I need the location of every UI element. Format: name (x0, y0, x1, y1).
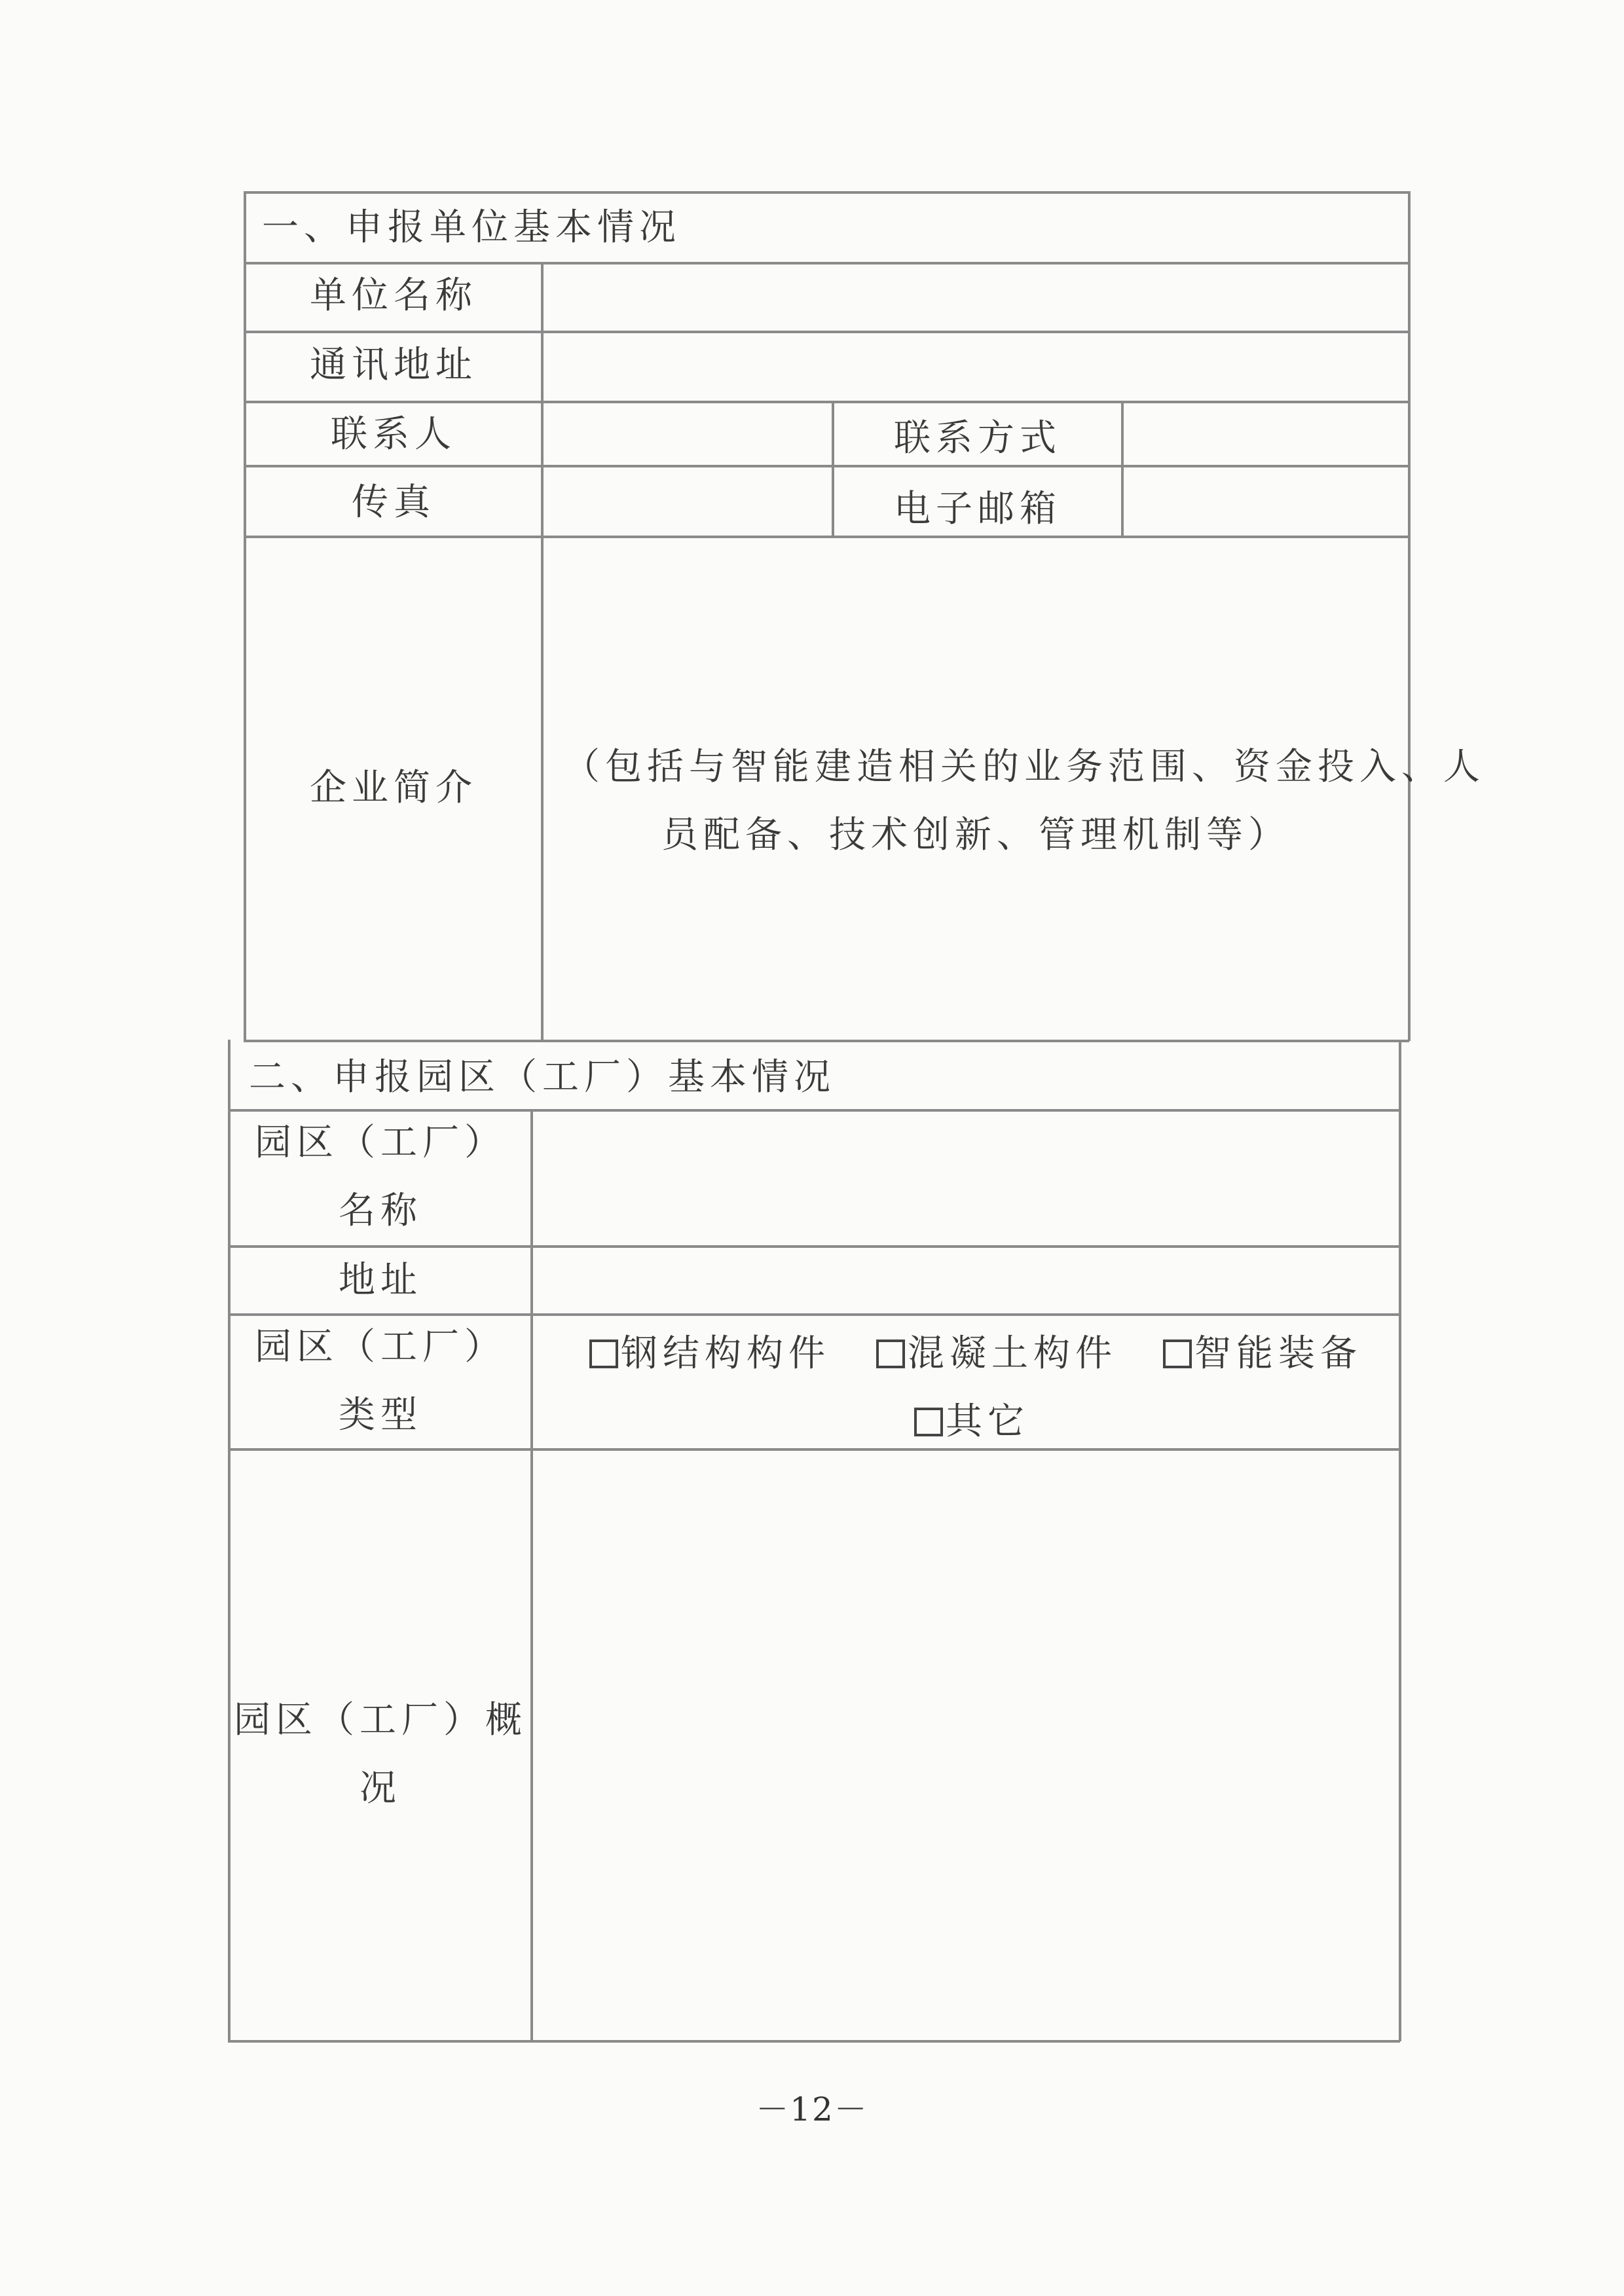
type-option-intelligent-equipment[interactable] (1163, 1333, 1362, 1375)
table-top-border (244, 191, 1409, 194)
section1-heading: 一、申报单位基本情况 (262, 206, 681, 249)
column-divider (530, 1109, 533, 2041)
address-label: 通讯地址 (310, 344, 477, 386)
park-address-label: 地址 (339, 1259, 422, 1302)
park-overview-label-line2: 况 (360, 1767, 401, 1810)
column-divider (1121, 401, 1124, 537)
column-divider (541, 262, 544, 1041)
email-label: 电子邮箱 (894, 488, 1061, 530)
company-profile-label: 企业简介 (310, 767, 477, 809)
row-divider (244, 465, 1409, 467)
table-right-border-lower (1399, 1040, 1401, 2041)
table-right-border-upper (1408, 191, 1411, 1041)
type-option-concrete[interactable] (876, 1333, 1117, 1375)
row-divider (228, 1245, 1400, 1248)
section2-heading: 二、申报园区（工厂）基本情况 (249, 1056, 836, 1099)
type-option-other[interactable] (914, 1401, 1029, 1443)
row-divider (244, 331, 1409, 333)
park-type-label-line2: 类型 (339, 1394, 422, 1436)
unit-name-label: 单位名称 (310, 274, 477, 317)
row-divider (244, 536, 1409, 538)
fax-label: 传真 (352, 481, 435, 524)
company-profile-hint-line1: （包括与智能建造相关的业务范围、资金投入、人 (563, 746, 1485, 788)
row-divider (228, 1448, 1400, 1451)
checkbox-icon[interactable] (589, 1339, 618, 1368)
row-divider (228, 1313, 1400, 1316)
checkbox-icon[interactable] (876, 1339, 905, 1368)
table-bottom-border (228, 2040, 1400, 2043)
type-option-label: 智能装备 (1194, 1332, 1362, 1375)
row-divider (244, 1040, 1409, 1042)
contact-label: 联系人 (331, 413, 456, 456)
row-divider (244, 401, 1409, 403)
type-option-label: 混凝土构件 (908, 1332, 1117, 1375)
table-left-border-upper (244, 191, 246, 1041)
checkbox-icon[interactable] (1163, 1339, 1192, 1368)
row-divider (244, 262, 1409, 264)
park-name-label-line2: 名称 (339, 1190, 422, 1232)
type-option-label: 其它 (946, 1400, 1029, 1443)
type-option-steel[interactable] (589, 1333, 830, 1375)
park-overview-label-line1: 园区（工厂）概 (234, 1699, 527, 1741)
park-type-label-line1: 园区（工厂） (255, 1326, 506, 1368)
contact-method-label: 联系方式 (894, 417, 1061, 460)
checkbox-icon[interactable] (914, 1408, 943, 1436)
type-option-label: 钢结构构件 (621, 1332, 830, 1375)
company-profile-hint-line2: 员配备、技术创新、管理机制等） (661, 814, 1290, 856)
page-number: －12－ (756, 2090, 868, 2128)
park-name-label-line1: 园区（工厂） (255, 1121, 506, 1164)
row-divider (228, 1109, 1400, 1112)
